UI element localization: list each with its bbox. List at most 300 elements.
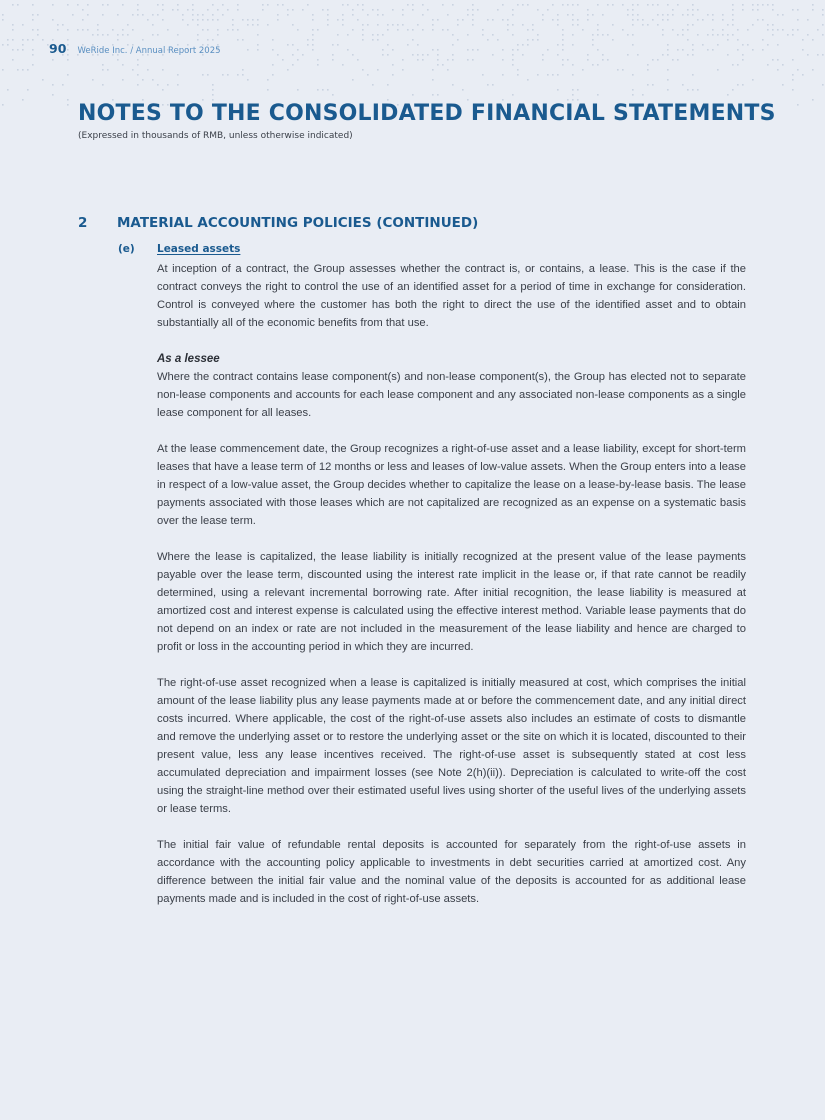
- decorative-dot: [117, 14, 119, 16]
- decorative-dot: [682, 49, 684, 51]
- decorative-dot: [352, 14, 354, 16]
- decorative-dot: [627, 34, 629, 36]
- decorative-dot: [797, 29, 799, 31]
- decorative-dot: [22, 24, 24, 26]
- decorative-dot: [767, 44, 769, 46]
- decorative-dot: [572, 24, 574, 26]
- decorative-dot: [152, 14, 154, 16]
- decorative-dot: [652, 4, 654, 6]
- decorative-dot: [457, 39, 459, 41]
- decorative-dot: [692, 44, 694, 46]
- decorative-dot: [472, 49, 474, 51]
- decorative-dot: [332, 94, 334, 96]
- running-header: [49, 38, 221, 57]
- decorative-dot: [527, 44, 529, 46]
- decorative-dot: [602, 34, 604, 36]
- decorative-dot: [332, 54, 334, 56]
- decorative-dot: [132, 69, 134, 71]
- decorative-dot: [152, 24, 154, 26]
- decorative-dot: [472, 4, 474, 6]
- decorative-dot: [417, 59, 419, 61]
- decorative-dot: [822, 54, 824, 56]
- decorative-dot: [282, 59, 284, 61]
- page-title: NOTES TO THE CONSOLIDATED FINANCIAL STATEMENTS: [78, 101, 776, 126]
- decorative-dot: [677, 49, 679, 51]
- decorative-dot: [37, 34, 39, 36]
- decorative-dot: [792, 9, 794, 11]
- decorative-dot: [12, 39, 14, 41]
- decorative-dot: [757, 9, 759, 11]
- decorative-dot: [312, 49, 314, 51]
- decorative-dot: [37, 14, 39, 16]
- decorative-dot: [207, 29, 209, 31]
- decorative-dot: [812, 39, 814, 41]
- decorative-dot: [657, 14, 659, 16]
- decorative-dot: [632, 89, 634, 91]
- decorative-dot: [622, 69, 624, 71]
- decorative-dot: [557, 19, 559, 21]
- decorative-dot: [147, 19, 149, 21]
- decorative-dot: [317, 59, 319, 61]
- decorative-dot: [362, 69, 364, 71]
- decorative-dot: [67, 4, 69, 6]
- decorative-dot: [197, 24, 199, 26]
- decorative-dot: [267, 4, 269, 6]
- decorative-dot: [572, 44, 574, 46]
- decorative-dot: [762, 4, 764, 6]
- decorative-dot: [192, 19, 194, 21]
- decorative-dot: [522, 54, 524, 56]
- decorative-dot: [247, 49, 249, 51]
- decorative-dot: [557, 24, 559, 26]
- decorative-dot: [597, 49, 599, 51]
- decorative-dot: [382, 49, 384, 51]
- decorative-dot: [432, 49, 434, 51]
- decorative-dot: [312, 39, 314, 41]
- decorative-dot: [392, 49, 394, 51]
- decorative-dot: [672, 59, 674, 61]
- decorative-dot: [727, 34, 729, 36]
- decorative-dot: [442, 64, 444, 66]
- decorative-dot: [2, 104, 4, 106]
- decorative-dot: [187, 24, 189, 26]
- decorative-dot: [117, 59, 119, 61]
- decorative-dot: [717, 34, 719, 36]
- decorative-dot: [692, 9, 694, 11]
- decorative-dot: [492, 34, 494, 36]
- decorative-dot: [207, 19, 209, 21]
- decorative-dot: [672, 14, 674, 16]
- decorative-dot: [212, 89, 214, 91]
- decorative-dot: [222, 74, 224, 76]
- decorative-dot: [2, 44, 4, 46]
- decorative-dot: [352, 9, 354, 11]
- decorative-dot: [587, 19, 589, 21]
- decorative-dot: [587, 59, 589, 61]
- decorative-dot: [747, 44, 749, 46]
- page-number: 90: [49, 41, 67, 56]
- decorative-dot: [452, 59, 454, 61]
- decorative-dot: [532, 39, 534, 41]
- decorative-dot: [802, 74, 804, 76]
- decorative-dot: [592, 14, 594, 16]
- decorative-dot: [477, 9, 479, 11]
- decorative-dot: [387, 29, 389, 31]
- decorative-dot: [387, 44, 389, 46]
- decorative-dot: [247, 19, 249, 21]
- decorative-dot: [237, 39, 239, 41]
- decorative-dot: [607, 4, 609, 6]
- decorative-dot: [442, 29, 444, 31]
- decorative-dot: [352, 29, 354, 31]
- decorative-dot: [267, 89, 269, 91]
- decorative-dot: [272, 49, 274, 51]
- decorative-dot: [147, 69, 149, 71]
- decorative-dot: [202, 74, 204, 76]
- decorative-dot: [662, 19, 664, 21]
- decorative-dot: [257, 24, 259, 26]
- decorative-dot: [362, 34, 364, 36]
- decorative-dot: [457, 19, 459, 21]
- decorative-dot: [257, 19, 259, 21]
- decorative-dot: [12, 29, 14, 31]
- decorative-dot: [227, 9, 229, 11]
- decorative-dot: [347, 49, 349, 51]
- decorative-dot: [757, 19, 759, 21]
- subsection-letter: (e): [118, 243, 135, 255]
- decorative-dot: [32, 19, 34, 21]
- decorative-dot: [777, 59, 779, 61]
- decorative-dot: [42, 39, 44, 41]
- decorative-dot: [102, 4, 104, 6]
- decorative-dot: [472, 24, 474, 26]
- decorative-dot: [297, 59, 299, 61]
- decorative-dot: [27, 39, 29, 41]
- decorative-dot: [532, 24, 534, 26]
- decorative-dot: [472, 59, 474, 61]
- decorative-dot: [347, 4, 349, 6]
- decorative-dot: [217, 29, 219, 31]
- decorative-dot: [32, 39, 34, 41]
- decorative-dot: [587, 14, 589, 16]
- decorative-dot: [482, 74, 484, 76]
- decorative-dot: [17, 69, 19, 71]
- decorative-dot: [782, 84, 784, 86]
- decorative-dot: [587, 54, 589, 56]
- decorative-dot: [202, 14, 204, 16]
- decorative-dot: [427, 9, 429, 11]
- decorative-dot: [452, 4, 454, 6]
- decorative-dot: [422, 59, 424, 61]
- decorative-dot: [712, 29, 714, 31]
- decorative-dot: [402, 59, 404, 61]
- decorative-dot: [652, 84, 654, 86]
- decorative-dot: [267, 24, 269, 26]
- decorative-dot: [522, 24, 524, 26]
- decorative-dot: [2, 19, 4, 21]
- decorative-dot: [512, 34, 514, 36]
- decorative-dot: [337, 34, 339, 36]
- decorative-dot: [162, 89, 164, 91]
- decorative-dot: [742, 44, 744, 46]
- decorative-dot: [797, 69, 799, 71]
- decorative-dot: [667, 79, 669, 81]
- decorative-dot: [107, 69, 109, 71]
- decorative-dot: [587, 9, 589, 11]
- decorative-dot: [102, 69, 104, 71]
- decorative-dot: [572, 94, 574, 96]
- decorative-dot: [382, 34, 384, 36]
- decorative-dot: [397, 24, 399, 26]
- decorative-dot: [332, 44, 334, 46]
- decorative-dot: [752, 9, 754, 11]
- decorative-dot: [317, 89, 319, 91]
- decorative-dot: [452, 54, 454, 56]
- decorative-dot: [422, 29, 424, 31]
- decorative-dot: [657, 4, 659, 6]
- decorative-dot: [602, 54, 604, 56]
- decorative-dot: [377, 69, 379, 71]
- decorative-dot: [457, 24, 459, 26]
- decorative-dot: [742, 84, 744, 86]
- decorative-dot: [562, 59, 564, 61]
- decorative-dot: [672, 9, 674, 11]
- decorative-dot: [767, 4, 769, 6]
- decorative-dot: [417, 24, 419, 26]
- decorative-dot: [617, 69, 619, 71]
- decorative-dot: [232, 19, 234, 21]
- decorative-dot: [382, 14, 384, 16]
- decorative-dot: [362, 24, 364, 26]
- decorative-dot: [447, 29, 449, 31]
- decorative-dot: [512, 59, 514, 61]
- decorative-dot: [597, 4, 599, 6]
- decorative-dot: [772, 29, 774, 31]
- decorative-dot: [627, 9, 629, 11]
- decorative-dot: [67, 29, 69, 31]
- decorative-dot: [177, 9, 179, 11]
- section-number: 2: [78, 215, 88, 231]
- decorative-dot: [722, 14, 724, 16]
- decorative-dot: [597, 34, 599, 36]
- decorative-dot: [772, 4, 774, 6]
- decorative-dot: [412, 94, 414, 96]
- decorative-dot: [732, 89, 734, 91]
- decorative-dot: [737, 49, 739, 51]
- body-paragraph: Where the lease is capitalized, the lease liability is initially recognized at the present value of the lease payments payable over the lease term, discounted using the interest rate implicit in the lease or, if that rate cannot be readily determined, using a relevant incremental borrowing rate. After initial recognition, the lease liability is measured at amortized cost and interest expense is calculated using the effective interest method. Variable lease payments that do not depend on an index or rate are not included in the measurement of the lease liability and hence are charged to profit or loss in the accounting period in which they are incurred.: [157, 551, 746, 653]
- decorative-dot: [97, 24, 99, 26]
- decorative-dot: [312, 14, 314, 16]
- decorative-dot: [122, 34, 124, 36]
- decorative-dot: [467, 9, 469, 11]
- decorative-dot: [232, 29, 234, 31]
- subsection-title: Leased assets: [157, 243, 241, 255]
- decorative-dot: [82, 9, 84, 11]
- decorative-dot: [292, 44, 294, 46]
- decorative-dot: [237, 9, 239, 11]
- subsection-heading: [118, 243, 240, 255]
- decorative-dot: [512, 64, 514, 66]
- decorative-dot: [2, 69, 4, 71]
- decorative-dot: [422, 14, 424, 16]
- decorative-dot: [672, 29, 674, 31]
- decorative-dot: [737, 29, 739, 31]
- decorative-dot: [242, 39, 244, 41]
- decorative-dot: [687, 29, 689, 31]
- decorative-dot: [517, 69, 519, 71]
- decorative-dot: [467, 14, 469, 16]
- decorative-dot: [582, 29, 584, 31]
- decorative-dot: [507, 19, 509, 21]
- decorative-dot: [242, 69, 244, 71]
- decorative-dot: [432, 24, 434, 26]
- decorative-dot: [432, 94, 434, 96]
- decorative-dot: [172, 9, 174, 11]
- decorative-dot: [272, 74, 274, 76]
- decorative-dot: [27, 69, 29, 71]
- decorative-dot: [67, 99, 69, 101]
- decorative-dot: [642, 94, 644, 96]
- decorative-dot: [692, 74, 694, 76]
- decorative-dot: [442, 4, 444, 6]
- decorative-dot: [542, 14, 544, 16]
- decorative-dot: [102, 34, 104, 36]
- decorative-dot: [692, 4, 694, 6]
- decorative-dot: [662, 29, 664, 31]
- decorative-dot: [82, 29, 84, 31]
- decorative-dot: [272, 64, 274, 66]
- decorative-dot: [822, 34, 824, 36]
- decorative-dot: [527, 39, 529, 41]
- decorative-dot: [162, 69, 164, 71]
- decorative-dot: [802, 49, 804, 51]
- decorative-dot: [682, 29, 684, 31]
- decorative-dot: [567, 4, 569, 6]
- decorative-dot: [597, 94, 599, 96]
- decorative-dot: [137, 9, 139, 11]
- decorative-dot: [32, 49, 34, 51]
- decorative-dot: [647, 69, 649, 71]
- decorative-dot: [502, 59, 504, 61]
- decorative-dot: [22, 69, 24, 71]
- decorative-dot: [662, 54, 664, 56]
- decorative-dot: [802, 39, 804, 41]
- decorative-dot: [777, 69, 779, 71]
- decorative-dot: [412, 29, 414, 31]
- decorative-dot: [742, 54, 744, 56]
- decorative-dot: [452, 44, 454, 46]
- decorative-dot: [752, 49, 754, 51]
- decorative-dot: [687, 89, 689, 91]
- decorative-dot: [792, 34, 794, 36]
- decorative-dot: [157, 4, 159, 6]
- decorative-dot: [822, 14, 824, 16]
- decorative-dot: [667, 54, 669, 56]
- decorative-dot: [372, 9, 374, 11]
- decorative-dot: [367, 24, 369, 26]
- decorative-dot: [652, 19, 654, 21]
- body-content: [157, 260, 746, 926]
- decorative-dot: [537, 34, 539, 36]
- decorative-dot: [687, 24, 689, 26]
- decorative-dot: [257, 34, 259, 36]
- decorative-dot: [637, 14, 639, 16]
- decorative-dot: [562, 34, 564, 36]
- decorative-dot: [812, 9, 814, 11]
- decorative-dot: [402, 69, 404, 71]
- decorative-dot: [562, 44, 564, 46]
- decorative-dot: [807, 54, 809, 56]
- decorative-dot: [297, 29, 299, 31]
- decorative-dot: [612, 4, 614, 6]
- decorative-dot: [767, 64, 769, 66]
- decorative-dot: [467, 49, 469, 51]
- decorative-dot: [67, 59, 69, 61]
- decorative-dot: [632, 14, 634, 16]
- decorative-dot: [212, 19, 214, 21]
- decorative-dot: [112, 29, 114, 31]
- decorative-dot: [737, 64, 739, 66]
- decorative-dot: [547, 49, 549, 51]
- decorative-dot: [327, 24, 329, 26]
- decorative-dot: [537, 74, 539, 76]
- decorative-dot: [87, 14, 89, 16]
- decorative-dot: [512, 9, 514, 11]
- decorative-dot: [557, 44, 559, 46]
- decorative-dot: [537, 39, 539, 41]
- decorative-dot: [677, 59, 679, 61]
- decorative-dot: [332, 59, 334, 61]
- decorative-dot: [487, 19, 489, 21]
- lessee-heading: As a lessee: [157, 353, 220, 365]
- decorative-dot: [597, 29, 599, 31]
- decorative-dot: [607, 34, 609, 36]
- decorative-dot: [52, 59, 54, 61]
- decorative-dot: [402, 9, 404, 11]
- decorative-dot: [82, 19, 84, 21]
- decorative-dot: [692, 24, 694, 26]
- decorative-dot: [97, 29, 99, 31]
- decorative-dot: [22, 49, 24, 51]
- decorative-dot: [552, 4, 554, 6]
- decorative-dot: [12, 4, 14, 6]
- decorative-dot: [422, 54, 424, 56]
- decorative-dot: [162, 19, 164, 21]
- decorative-dot: [767, 29, 769, 31]
- decorative-dot: [17, 4, 19, 6]
- decorative-dot: [362, 39, 364, 41]
- decorative-dot: [262, 4, 264, 6]
- decorative-dot: [207, 9, 209, 11]
- decorative-dot: [717, 69, 719, 71]
- decorative-dot: [212, 84, 214, 86]
- decorative-dot: [107, 4, 109, 6]
- decorative-dot: [217, 9, 219, 11]
- decorative-dot: [12, 24, 14, 26]
- decorative-dot: [402, 14, 404, 16]
- decorative-dot: [152, 79, 154, 81]
- decorative-dot: [62, 84, 64, 86]
- decorative-dot: [537, 9, 539, 11]
- decorative-dot: [362, 4, 364, 6]
- decorative-dot: [407, 4, 409, 6]
- decorative-dot: [682, 34, 684, 36]
- decorative-dot: [567, 59, 569, 61]
- decorative-dot: [377, 24, 379, 26]
- decorative-dot: [752, 4, 754, 6]
- decorative-dot: [667, 44, 669, 46]
- decorative-dot: [707, 34, 709, 36]
